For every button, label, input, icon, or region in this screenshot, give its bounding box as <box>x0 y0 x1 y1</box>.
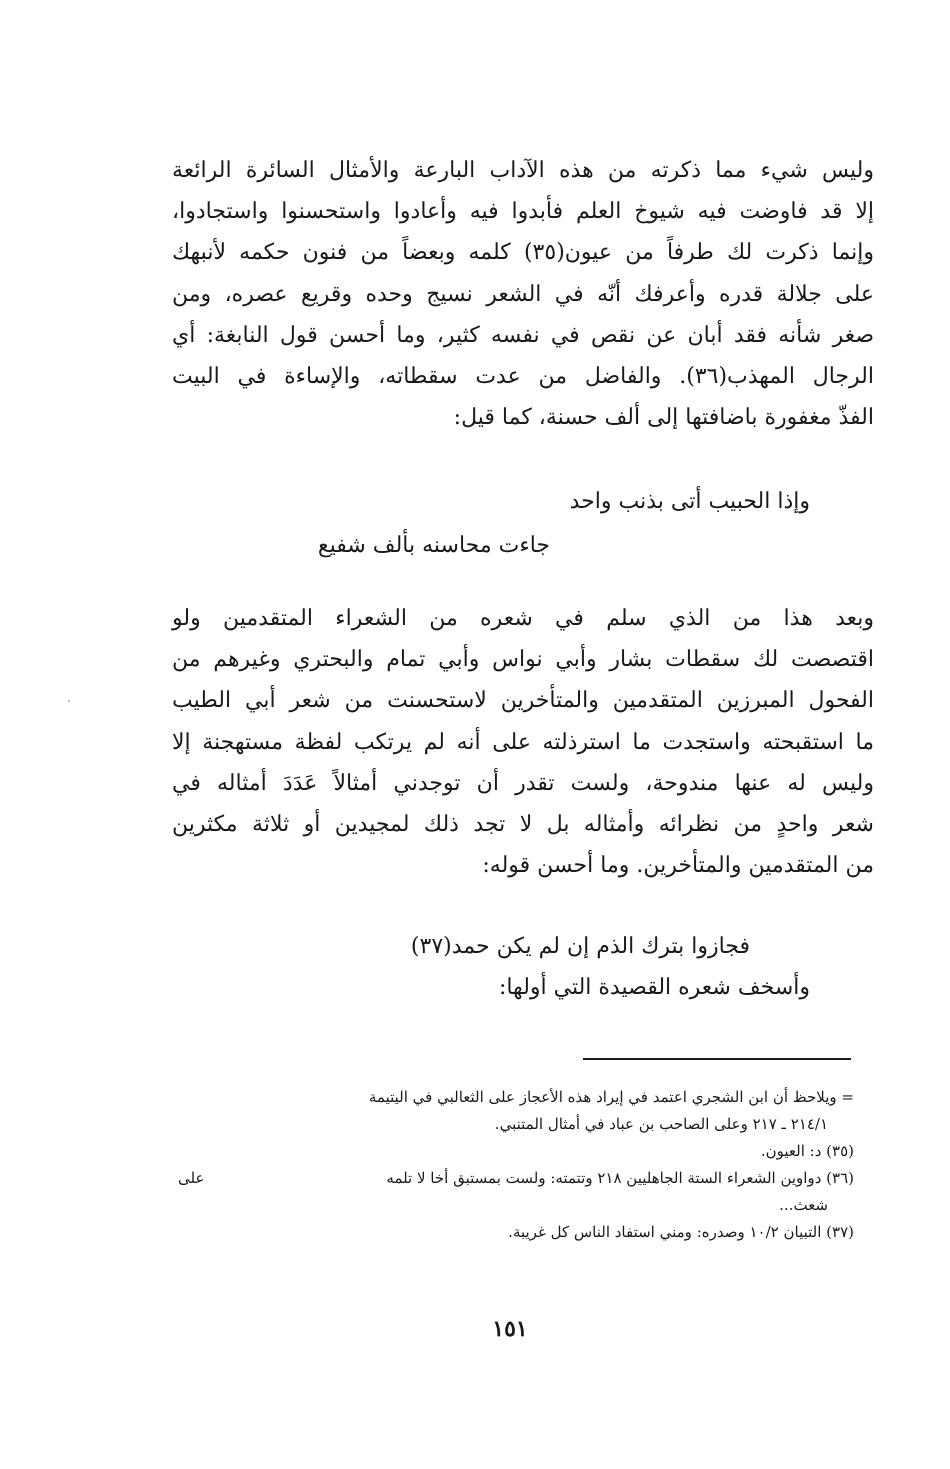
footnote-continuation: ٢١٤/١ ـ ٢١٧ وعلى الصاحب بن عباد في أمثال المتنبي. <box>494 1115 828 1133</box>
line-after-verse-2: وأسخف شعره القصيدة التي أولها: <box>498 975 810 1000</box>
text-line: اقتصصت لك سقطات بشار وأبي نواس وأبي تمام والبحتري وغيرهم من <box>172 647 874 673</box>
text-line: إلا قد فاوضت فيه شيوخ العلم فأبدوا فيه وأعادوا واستحسنوا واستجادوا، <box>172 199 874 225</box>
text-line: شعر واحدٍ من نظرائه وأمثاله بل لا تجد ذلك لمجيدين أو ثلاثة مكثرين <box>172 812 874 838</box>
text-line: صغر شأنه فقد أبان عن نقص في نفسه كثير، وما أحسن قول النابغة: أي <box>172 322 874 348</box>
footnote-37: (٣٧) التبيان ١٠/٢ وصدره: ومني استفاد الناس كل غريبة. <box>508 1223 854 1241</box>
verse-1-first-hemistich: وإذا الحبيب أتى بذنب واحد <box>569 489 810 514</box>
footnote-35: (٣٥) د: العيون. <box>760 1142 854 1160</box>
footnote-36-main: (٣٦) دواوين الشعراء الستة الجاهليين ٢١٨ وتتمته: ولست بمستبق أخا لا تلمه <box>386 1169 854 1187</box>
footnote-separator <box>583 1058 851 1060</box>
footnote-continuation: = ويلاحظ أن ابن الشجري اعتمد في إيراد هذه الأعجاز على الثعالبي في اليتيمة <box>368 1088 854 1106</box>
page-number: ١٥١ <box>492 1316 528 1342</box>
text-line: على جلالة قدره وأعرفك أنّه في الشعر نسيج وحده وقريع عصره، ومن <box>172 281 874 307</box>
footnotes <box>178 1084 854 1246</box>
footnote-36 <box>178 1165 854 1192</box>
text-line: ما استقبحته واستجدت ما استرذلته على أنه لم يرتكب لفظة مستهجنة إلا <box>172 729 874 755</box>
text-line: الرجال المهذب(٣٦). والفاضل من عدت سقطاته، والإساءة في البيت <box>172 364 874 390</box>
text-line: وليس له عنها مندوحة، ولست تقدر أن توجدني أمثالاً عَدَدَ أمثاله في <box>172 770 874 796</box>
text-line: وليس شيء مما ذكرته من هذه الآداب البارعة والأمثال السائرة الرائعة <box>172 158 874 183</box>
margin-speck <box>68 700 70 702</box>
text-line: وإنما ذكرت لك طرفاً من عيون(٣٥) كلمه وبعضاً من فنون حكمه لأنبهك <box>172 240 874 266</box>
text-line: وبعد هذا من الذي سلم في شعره من الشعراء المتقدمين ولو <box>172 606 874 631</box>
footnote-36-continuation: شعث... <box>779 1196 828 1214</box>
text-line: الفحول المبرزين المتقدمين والمتأخرين لاستحسنت من شعر أبي الطيب <box>172 688 874 714</box>
paragraph-1 <box>172 150 874 438</box>
footnote-36-end: على <box>178 1169 205 1187</box>
text-line: من المتقدمين والمتأخرين. وما أحسن قوله: <box>482 853 874 879</box>
verse-2: فجازوا بترك الذم إن لم يكن حمد(٣٧) <box>410 934 750 959</box>
verse-1-second-hemistich: جاءت محاسنه بألف شفيع <box>317 533 550 558</box>
text-line: الفذّ مغفورة باضافتها إلى ألف حسنة، كما قيل: <box>453 405 874 431</box>
paragraph-2 <box>172 598 874 886</box>
